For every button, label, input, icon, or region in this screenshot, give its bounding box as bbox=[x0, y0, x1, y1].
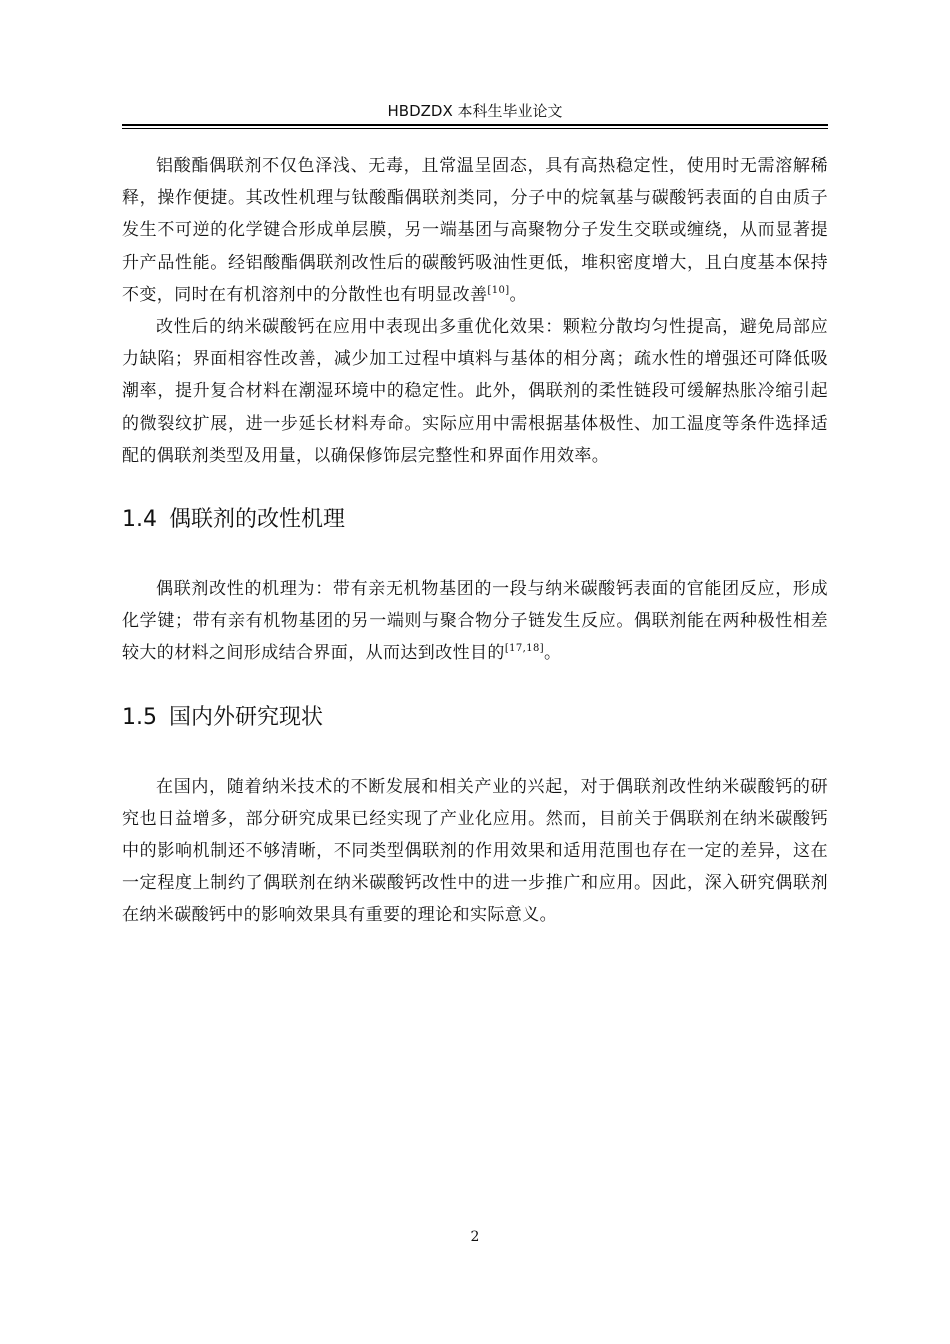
section-title: 偶联剂的改性机理 bbox=[169, 507, 346, 533]
paragraph-research-status: 在国内，随着纳米技术的不断发展和相关产业的兴起，对于偶联剂改性纳米碳酸钙的研究也日益增多，部分研究成果已经实现了产业化应用。然而，目前关于偶联剂在纳米碳酸钙中的影响机制还不够清晰，不同类型偶联剂的作用效果和适用范围也存在一定的差异，这在一定程度上制约了偶联剂在纳米碳酸钙改性中的进一步推广和应用。因此，深入研究偶联剂在纳米碳酸钙中的影响效果具有重要的理论和实际意义。 bbox=[122, 776, 828, 926]
section-title: 国内外研究现状 bbox=[169, 704, 324, 730]
paragraph-tail: 。 bbox=[509, 284, 527, 305]
section-heading-1-5 bbox=[122, 703, 828, 733]
section-number: 1.5 bbox=[122, 704, 157, 730]
header-rule-thick bbox=[122, 124, 828, 126]
header-rule-thin bbox=[122, 128, 828, 129]
section-heading-1-4 bbox=[122, 505, 828, 535]
paragraph-text: 铝酸酯偶联剂不仅色泽浅、无毒，且常温呈固态，具有高热稳定性，使用时无需溶解稀释，操作便捷。其改性机理与钛酸酯偶联剂类同，分子中的烷氧基与碳酸钙表面的自由质子发生不可逆的化学键合形成单层膜，另一端基团与高聚物分子发生交联或缠绕，从而显著提升产品性能。经铝酸酯偶联剂改性后的碳酸钙吸油性更低，堆积密度增大，且白度基本保持不变，同时在有机溶剂中的分散性也有明显改善 bbox=[122, 156, 828, 305]
body-content bbox=[122, 150, 828, 932]
paragraph-modified-nano-caco3-effects: 改性后的纳米碳酸钙在应用中表现出多重优化效果：颗粒分散均匀性提高，避免局部应力缺陷；界面相容性改善，减少加工过程中填料与基体的相分离；疏水性的增强还可降低吸潮率，提升复合材料在潮湿环境中的稳定性。此外，偶联剂的柔性链段可缓解热胀冷缩引起的微裂纹扩展，进一步延长材料寿命。实际应用中需根据基体极性、加工温度等条件选择适配的偶联剂类型及用量，以确保修饰层完整性和界面作用效率。 bbox=[122, 317, 828, 466]
citation: [17,18] bbox=[504, 643, 545, 655]
paragraph-aluminate-coupling-agent bbox=[122, 150, 828, 311]
citation: [10] bbox=[487, 284, 510, 296]
paragraph-tail: 。 bbox=[544, 643, 562, 664]
paragraph-text: 偶联剂改性的机理为：带有亲无机物基团的一段与纳米碳酸钙表面的官能团反应，形成化学键；带有亲有机物基团的另一端则与聚合物分子链发生反应。偶联剂能在两种极性相差较大的材料之间形成结合界面，从而达到改性目的 bbox=[122, 579, 828, 664]
section-number: 1.4 bbox=[122, 507, 157, 533]
paragraph-modification-mechanism bbox=[122, 573, 828, 670]
page-number: 2 bbox=[470, 1229, 480, 1245]
running-header: HBDZDX 本科生毕业论文 bbox=[387, 102, 563, 120]
